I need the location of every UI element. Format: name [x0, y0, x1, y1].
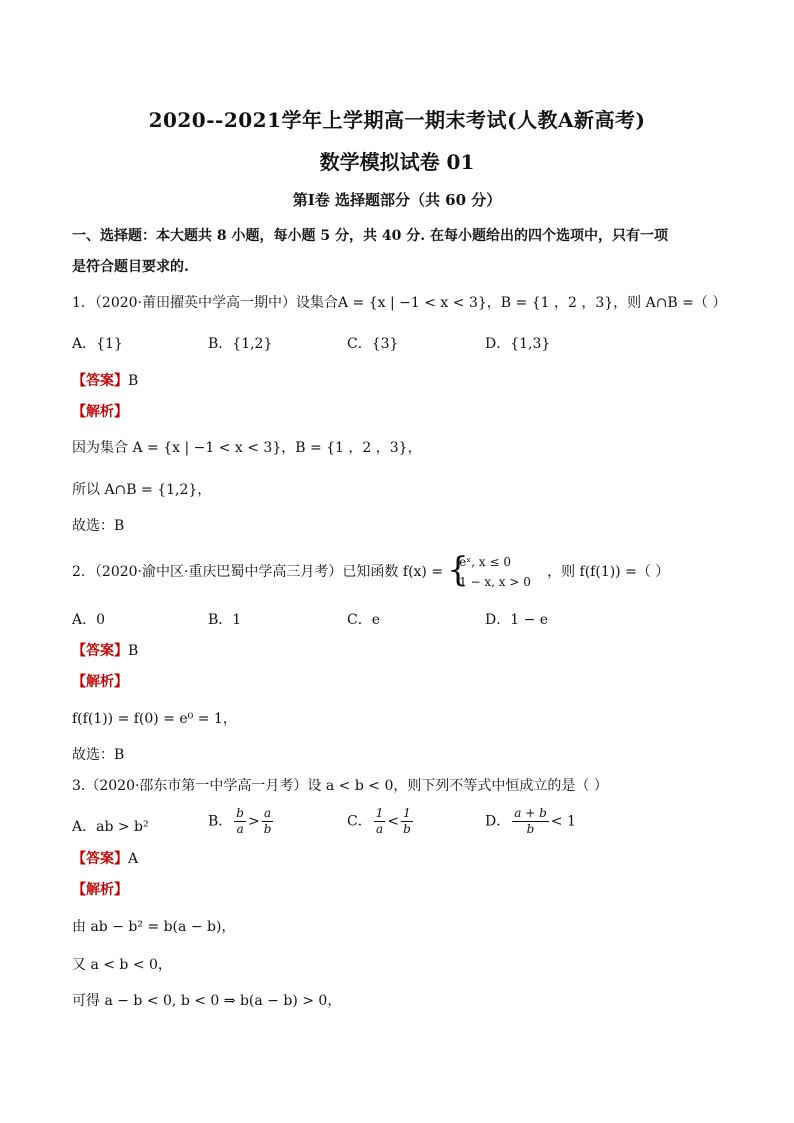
relation: <	[387, 813, 400, 830]
q1-step-2: 所以 A∩B = {1,2}，	[72, 482, 212, 498]
q2-option-d: D．1 − e	[485, 612, 549, 628]
denominator: b	[526, 822, 535, 836]
numerator: 1	[375, 806, 384, 820]
q1-set-b: B = {1 ，2 ，3}	[500, 295, 614, 311]
q3-analysis-label: 【解析】	[72, 882, 128, 898]
q2-case-2: 1 − x, x > 0	[459, 575, 531, 589]
numerator: b	[236, 806, 244, 820]
q1-answer-label: 【答案】	[72, 373, 128, 389]
fraction	[262, 806, 274, 837]
fraction	[512, 806, 549, 837]
q2-prefix: 2．（2020·渝中区·重庆巴蜀中学高三月考）已知函数 f(x) =	[72, 564, 444, 580]
exam-subtitle: 数学模拟试卷 01	[319, 150, 475, 174]
relation: >	[247, 813, 260, 830]
q3-answer-label: 【答案】	[72, 851, 128, 867]
q2-step-1: f(f(1)) = f(0) = e⁰ = 1，	[72, 711, 237, 727]
q1-answer	[72, 371, 138, 391]
q2-case-1: eˣ, x ≤ 0	[459, 555, 511, 569]
q3-option-a: A．ab > b²	[72, 819, 149, 835]
exam-title: 2020--2021学年上学期高一期末考试(人教A新高考)	[148, 108, 646, 132]
denominator: b	[403, 822, 411, 836]
section-heading: 第Ⅰ卷 选择题部分（共 60 分）	[292, 191, 502, 209]
q2-cases	[459, 552, 541, 592]
q3-option-d	[485, 806, 576, 837]
instructions-line-1: 一、选择题：本大题共 8 小题，每小题 5 分，共 40 分. 在每小题给出的四个选项中，只有一项	[72, 228, 668, 244]
q3-option-c-label: C．	[347, 813, 372, 830]
q3-option-b	[208, 806, 275, 837]
q3-answer-value: A	[128, 851, 139, 867]
q2-ask: ，则 f(f(1)) =（ ）	[547, 564, 670, 580]
brace-glyph: {	[447, 550, 469, 590]
q3-step-3: 可得 a − b < 0, b < 0 ⇒ b(a − b) > 0，	[72, 993, 342, 1009]
q1-answer-value: B	[128, 373, 139, 389]
q2-answer-value: B	[128, 643, 139, 659]
q2-option-b: B．1	[208, 612, 242, 628]
q3-answer	[72, 849, 138, 869]
relation: < 1	[550, 813, 576, 830]
q3-step-2: 又 a < b < 0，	[72, 957, 172, 973]
fraction	[234, 806, 246, 837]
denominator: b	[263, 822, 272, 836]
q1-option-c: C．{3}	[347, 336, 399, 352]
q1-prefix: 1．（2020·莆田擢英中学高一期中）设集合	[72, 295, 338, 311]
q2-step-2: 故选：B	[72, 747, 125, 763]
q2-analysis-label: 【解析】	[72, 674, 128, 690]
q1-option-b: B．{1,2}	[208, 336, 273, 352]
fraction	[401, 806, 413, 837]
q2-option-a: A．0	[72, 612, 106, 628]
denominator: a	[236, 822, 244, 836]
q1-step-3: 故选：B	[72, 518, 125, 534]
q3-option-d-label: D．	[485, 813, 511, 830]
q2-stem	[72, 552, 669, 592]
q2-answer-label: 【答案】	[72, 643, 128, 659]
q2-piecewise	[447, 552, 543, 592]
q1-set-a: A = {x | −1 < x < 3}	[338, 295, 487, 311]
q3-stem: 3.（2020·邵东市第一中学高一月考）设 a < b < 0，则下列不等式中恒成立的是（ ）	[72, 778, 608, 794]
q1-ask: ，则 A∩B =（ ）	[613, 295, 727, 311]
q1-option-a: A．{1}	[72, 336, 123, 352]
q2-answer	[72, 641, 138, 661]
q3-option-c	[347, 806, 415, 837]
q1-step-1: 因为集合 A = {x | −1 < x < 3}，B = {1 ，2 ，3}，	[72, 440, 422, 456]
q3-option-b-label: B．	[208, 813, 233, 830]
fraction	[374, 806, 386, 837]
q1-option-d: D．{1,3}	[485, 336, 551, 352]
denominator: a	[375, 822, 384, 836]
q3-step-1: 由 ab − b² = b(a − b)，	[72, 919, 236, 935]
numerator: 1	[401, 806, 413, 822]
numerator: a	[262, 806, 274, 822]
instructions-line-2: 是符合题目要求的.	[72, 259, 189, 275]
q1-analysis-label: 【解析】	[72, 404, 128, 420]
q1-sep: ，	[486, 295, 501, 311]
q1-stem	[72, 293, 726, 313]
q2-option-c: C．e	[347, 612, 380, 628]
numerator: a + b	[514, 806, 547, 820]
